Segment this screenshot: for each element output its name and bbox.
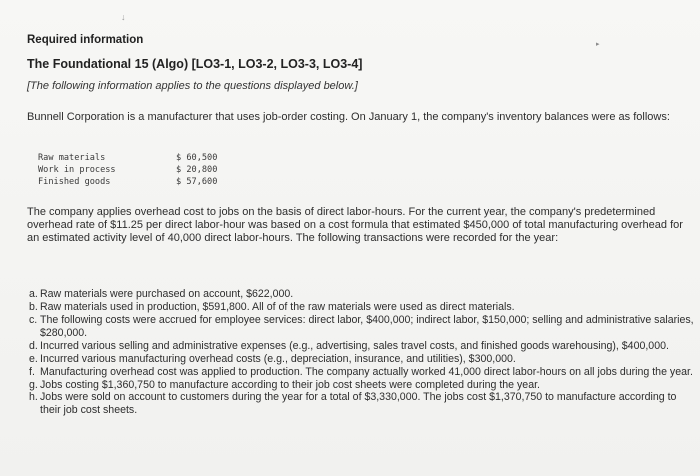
list-item-letter: e. (29, 352, 38, 365)
list-item (29, 366, 697, 379)
list-item-text: Incurred various manufacturing overhead costs (e.g., depreciation, insurance, and utilities), $300,000. (40, 352, 516, 365)
balance-value: $ 20,800 (176, 165, 218, 175)
small-arrow-icon: ▸ (596, 41, 600, 48)
list-item-text: The following costs were accrued for employee services: direct labor, $400,000; indirect labor, $150,000; selling and administrative salaries, $280,000. (40, 313, 694, 339)
list-item-text: Manufacturing overhead cost was applied to production. The company actually worked 41,000 direct labor-hours on all jobs during the year. (40, 365, 693, 378)
balance-label: Raw materials (38, 153, 106, 163)
list-item (29, 288, 697, 301)
list-item-text: Raw materials were purchased on account, $622,000. (40, 288, 294, 300)
instruction-note: [The following information applies to the questions displayed below.] (27, 80, 358, 92)
list-item-letter: a. (29, 288, 38, 300)
list-item (29, 340, 697, 353)
balance-label: Finished goods (38, 177, 111, 187)
intro-paragraph: Bunnell Corporation is a manufacturer that uses job-order costing. On January 1, the company's inventory balances were as follows: (27, 111, 670, 123)
list-item-letter: b. (29, 300, 38, 313)
transactions-list (29, 288, 697, 417)
list-item (29, 301, 697, 314)
list-item (29, 353, 697, 366)
list-item-letter: h. (29, 391, 38, 404)
list-item-text: Jobs were sold on account to customers during the year for a total of $3,330,000. The jobs cost $1,370,750 to manufacture according to their job cost sheets. (40, 391, 677, 417)
list-item (29, 379, 697, 392)
cursor-arrow-icon: ↓ (121, 12, 126, 22)
list-item (29, 314, 697, 339)
balance-value: $ 57,600 (176, 177, 218, 187)
list-item-letter: c. (29, 313, 38, 326)
section-heading: Required information (27, 34, 144, 46)
list-item-text: Raw materials used in production, $591,800. All of of the raw materials were used as direct materials. (40, 300, 515, 313)
problem-title: The Foundational 15 (Algo) [LO3-1, LO3-2, LO3-3, LO3-4] (27, 57, 363, 71)
balance-value: $ 60,500 (176, 153, 218, 163)
list-item-letter: g. (29, 378, 38, 391)
overhead-paragraph: The company applies overhead cost to jobs on the basis of direct labor-hours. For the current year, the company's predetermined overhead rate of $11.25 per direct labor-hour was based on a cost formula that estimated $450,000 of total manufacturing overhead for an estimated activity level of 40,000 direct labor-hours. The following transactions were recorded for the year: (27, 206, 683, 244)
list-item-letter: d. (29, 339, 38, 352)
list-item (29, 391, 697, 416)
balance-label: Work in process (38, 165, 116, 175)
list-item-text: Incurred various selling and administrative expenses (e.g., advertising, sales travel costs, and finished goods warehousing), $400,000. (40, 339, 669, 352)
list-item-text: Jobs costing $1,360,750 to manufacture according to their job cost sheets were completed during the year. (40, 378, 540, 391)
list-item-letter: f. (29, 365, 35, 378)
